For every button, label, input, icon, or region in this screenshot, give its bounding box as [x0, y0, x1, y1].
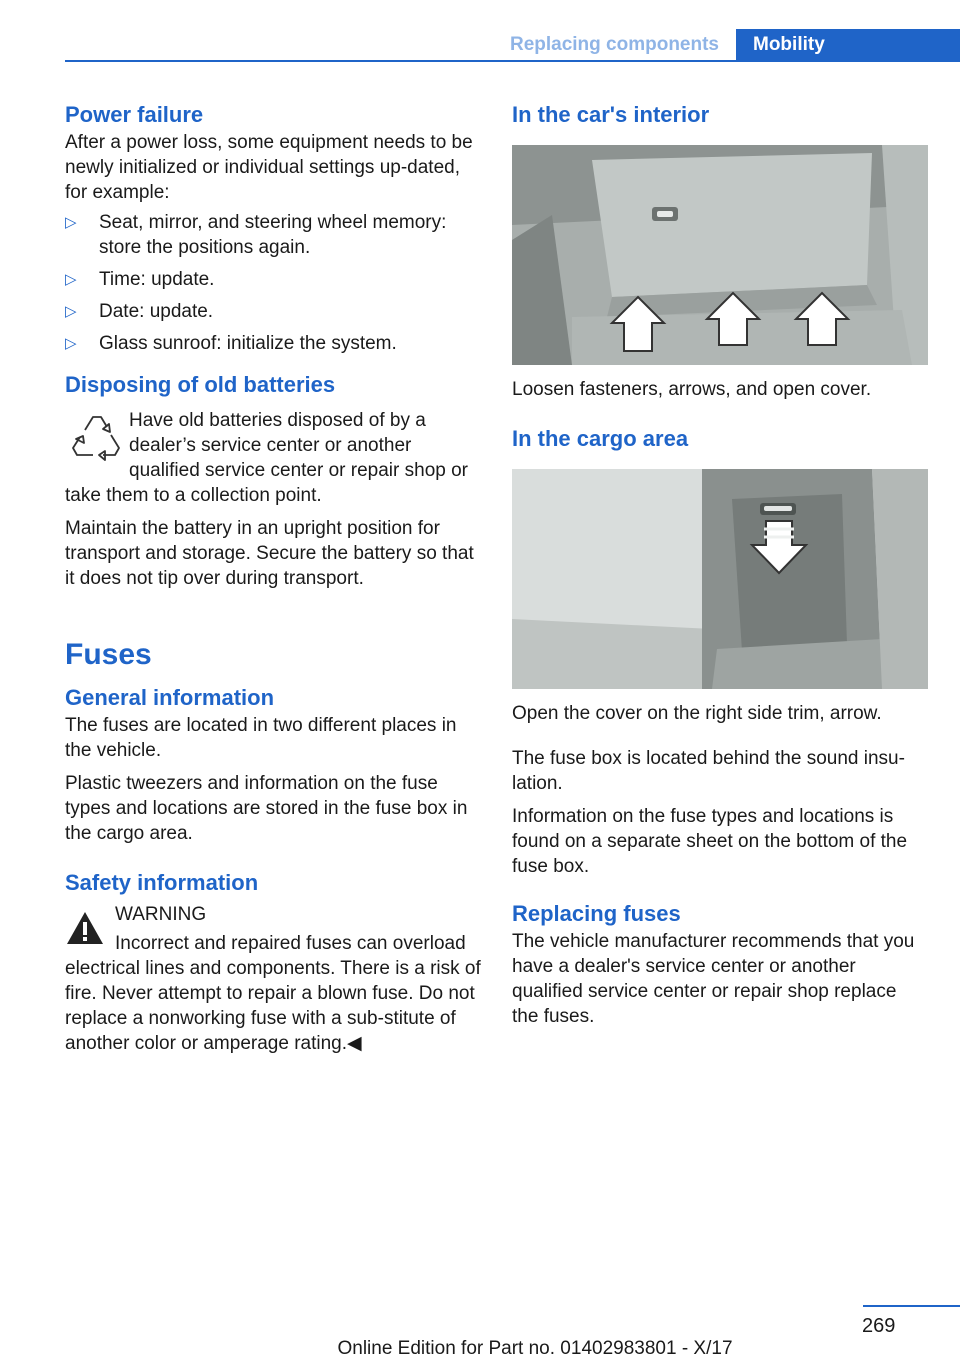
header-subsection: Replacing components — [509, 34, 719, 55]
power-failure-intro: After a power loss, some equipment needs to be newly initialized or individual settings up‐dated, for example: — [65, 132, 473, 203]
warning-text: Incorrect and repaired fuses can overload electrical lines and components. There is a risk of fire. Never attempt to repair a blown fuse. Do not replace a nonworking fuse with a sub‐stitute of another color or amperage rating.◀ — [65, 933, 481, 1054]
disposing-text: Have old batteries disposed of by a dealer’s service center or another qualified service center or repair shop or take them to a collection point. — [65, 410, 469, 506]
triangle-right-icon: ▷ — [65, 214, 77, 231]
left-column — [65, 100, 483, 1056]
footer-rule — [863, 1305, 960, 1307]
disposing-block — [65, 408, 483, 508]
warning-block — [65, 902, 483, 1056]
fuse-box-location-text: The fuse box is located behind the sound insu‐lation. — [512, 748, 905, 794]
triangle-right-icon: ▷ — [65, 303, 77, 320]
warning-triangle-icon — [65, 910, 105, 946]
cargo-caption: Open the cover on the right side trim, arrow. — [512, 703, 882, 724]
edition-text: Online Edition for Part no. 01402983801 - X/17 — [337, 1338, 733, 1359]
disposing-text-2: Maintain the battery in an upright position for transport and storage. Secure the battery so that it does not tip over during transport. — [65, 518, 474, 589]
triangle-right-icon: ▷ — [65, 271, 77, 288]
cargo-photo — [512, 469, 928, 689]
header-section-tab: Mobility — [736, 29, 960, 60]
right-column — [512, 100, 928, 1029]
disposing-heading: Disposing of old batteries — [65, 372, 336, 397]
page-number: 269 — [862, 1315, 896, 1337]
general-info-heading: General information — [65, 685, 275, 710]
fuses-heading: Fuses — [65, 638, 152, 671]
list-item: ▷ Seat, mirror, and steering wheel memory: store the positions again. — [65, 212, 447, 258]
replacing-fuses-text: The vehicle manufacturer recommends that you have a dealer's service center or another qualified service center or repair shop replace the fuses. — [512, 931, 915, 1027]
warning-label: WARNING — [115, 904, 207, 925]
list-item: ▷ Glass sunroof: initialize the system. — [65, 333, 397, 354]
cargo-heading: In the cargo area — [512, 426, 689, 451]
recycle-icon — [63, 410, 127, 466]
replacing-fuses-heading: Replacing fuses — [512, 901, 681, 926]
interior-photo — [512, 145, 928, 365]
general-info-text: The fuses are located in two different places in the vehicle. — [65, 715, 457, 761]
safety-info-heading: Safety information — [65, 870, 259, 895]
list-item: ▷ Time: update. — [65, 269, 215, 290]
interior-heading: In the car's interior — [512, 102, 710, 127]
triangle-right-icon: ▷ — [65, 335, 77, 352]
power-failure-list — [65, 210, 483, 356]
power-failure-heading: Power failure — [65, 102, 204, 127]
fuse-types-text: Information on the fuse types and locations is found on a separate sheet on the bottom of the fuse box. — [512, 806, 908, 877]
header-rule — [65, 60, 960, 62]
interior-caption: Loosen fasteners, arrows, and open cover. — [512, 379, 872, 400]
list-item: ▷ Date: update. — [65, 301, 214, 322]
general-info-text-2: Plastic tweezers and information on the fuse types and locations are stored in the fuse box in the cargo area. — [65, 773, 468, 844]
